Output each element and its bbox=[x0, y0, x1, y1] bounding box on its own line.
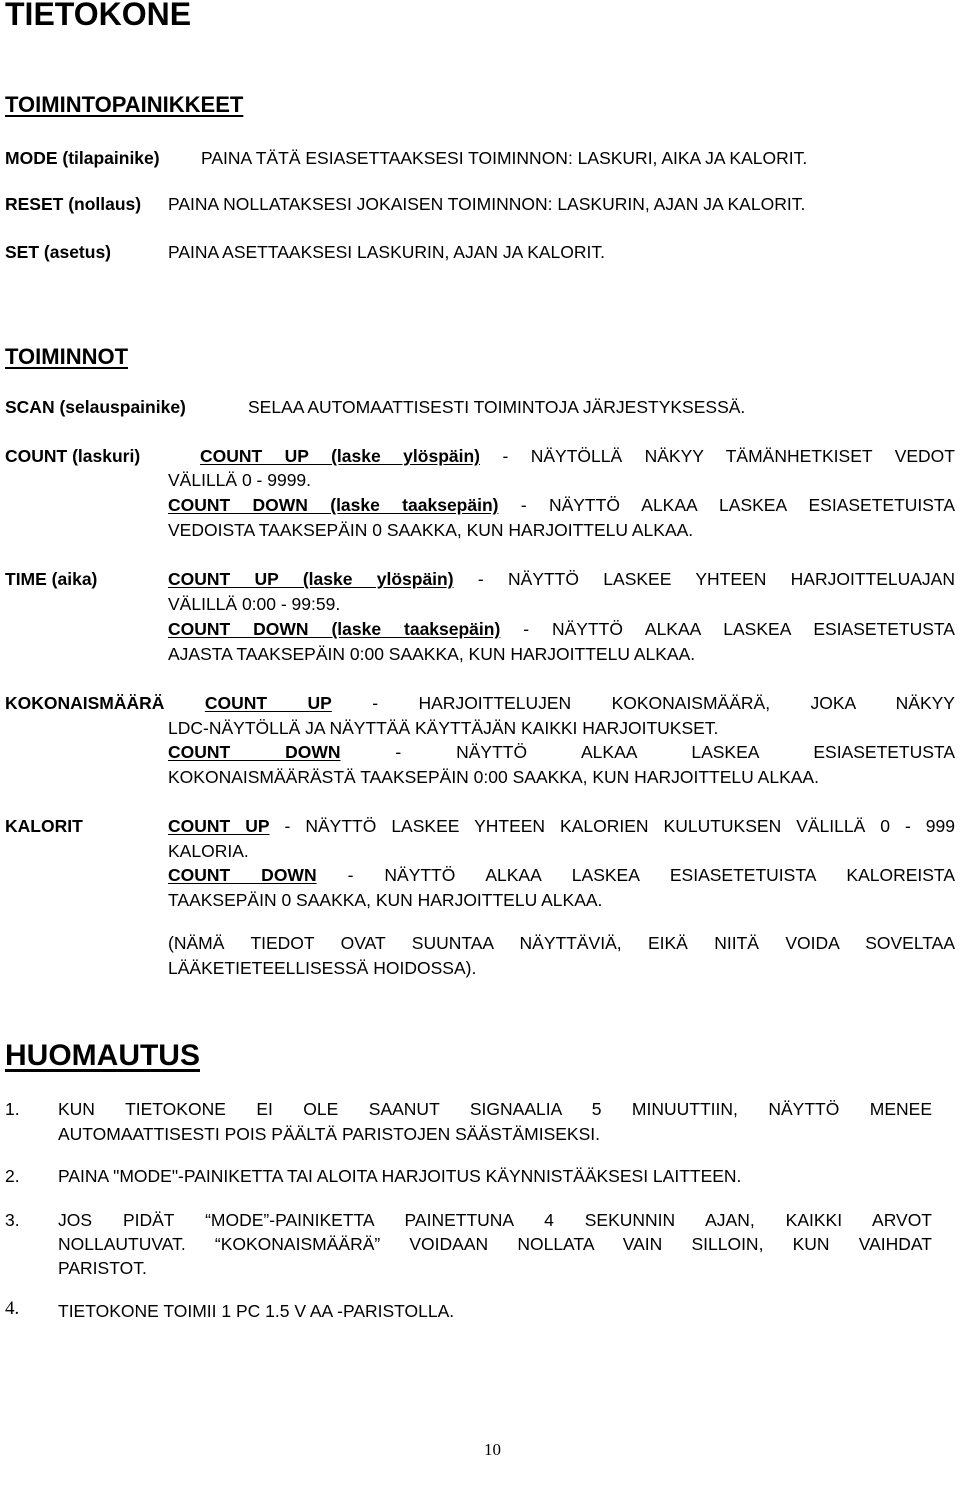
total-up-line bbox=[5, 691, 955, 716]
calories-down-line bbox=[168, 863, 955, 888]
note-1-line-2: AUTOMAATTISESTI POIS PÄÄLTÄ PARISTOJEN SÄÄSTÄMISEKSI. bbox=[58, 1124, 600, 1144]
calories-down-term: COUNT DOWN bbox=[168, 865, 317, 885]
time-up-text: - NÄYTTÖ LASKEE YHTEEN HARJOITTELUAJAN bbox=[477, 569, 955, 589]
count-down-cont: VEDOISTA TAAKSEPÄIN 0 SAAKKA, KUN HARJOITTELU ALKAA. bbox=[168, 520, 694, 540]
calories-up-cont: KALORIA. bbox=[168, 841, 249, 861]
time-up-range: VÄLILLÄ 0:00 - 99:59. bbox=[168, 594, 341, 614]
total-up-term: COUNT UP bbox=[204, 693, 332, 713]
time-label: TIME (aika) bbox=[5, 569, 98, 589]
count-label: COUNT (laskuri) bbox=[5, 446, 141, 466]
disclaimer-line-2: LÄÄKETIETEELLISESSÄ HOIDOSSA). bbox=[168, 958, 477, 978]
count-up-text: - NÄYTÖLLÄ NÄKYY TÄMÄNHETKISET VEDOT bbox=[502, 446, 955, 466]
total-label: KOKONAISMÄÄRÄ bbox=[5, 693, 165, 713]
calories-label: KALORIT bbox=[5, 816, 83, 836]
total-down-text: - NÄYTTÖ ALKAA LASKEA ESIASETETUSTA bbox=[395, 742, 955, 762]
note-3-line-1: JOS PIDÄT “MODE”-PAINIKETTA PAINETTUNA 4 SEKUNNIN AJAN, KAIKKI ARVOT bbox=[58, 1210, 932, 1230]
total-up-text: - HARJOITTELUJEN KOKONAISMÄÄRÄ, JOKA NÄKYY bbox=[372, 693, 955, 713]
reset-label: RESET (nollaus) bbox=[5, 194, 142, 214]
count-up-line bbox=[200, 444, 955, 469]
total-down-term: COUNT DOWN bbox=[168, 742, 341, 762]
time-up-term: COUNT UP (laske ylöspäin) bbox=[168, 569, 454, 589]
set-label: SET (asetus) bbox=[5, 242, 111, 262]
calories-up-line bbox=[168, 814, 955, 839]
calories-up-text: - NÄYTTÖ LASKEE YHTEEN KALORIEN KULUTUKSEN VÄLILLÄ 0 - 999 bbox=[284, 816, 956, 836]
note-2-line-1: PAINA "MODE"-PAINIKETTA TAI ALOITA HARJOITUS KÄYNNISTÄÄKSESI LAITTEEN. bbox=[58, 1166, 742, 1186]
note-4-number: 4. bbox=[5, 1298, 20, 1319]
total-up-cont: LDC-NÄYTÖLLÄ JA NÄYTTÄÄ KÄYTTÄJÄN KAIKKI HARJOITUKSET. bbox=[168, 718, 719, 738]
note-1-line-1: KUN TIETOKONE EI OLE SAANUT SIGNAALIA 5 MINUUTTIIN, NÄYTTÖ MENEE bbox=[58, 1099, 932, 1119]
note-4-line-1: TIETOKONE TOIMII 1 PC 1.5 V AA -PARISTOLLA. bbox=[58, 1301, 455, 1321]
count-up-range: VÄLILLÄ 0 - 9999. bbox=[168, 470, 312, 490]
time-down-cont: AJASTA TAAKSEPÄIN 0:00 SAAKKA, KUN HARJOITTELU ALKAA. bbox=[168, 644, 696, 664]
scan-text: SELAA AUTOMAATTISESTI TOIMINTOJA JÄRJESTYKSESSÄ. bbox=[248, 397, 746, 417]
mode-label: MODE (tilapainike) bbox=[5, 148, 160, 168]
calories-up-term: COUNT UP bbox=[168, 816, 270, 836]
count-down-term: COUNT DOWN (laske taaksepäin) bbox=[168, 495, 499, 515]
note-3-line-2: NOLLAUTUVAT. “KOKONAISMÄÄRÄ” VOIDAAN NOLLATA VAIN SILLOIN, KUN VAIHDAT bbox=[58, 1234, 932, 1254]
reset-text: PAINA NOLLATAKSESI JOKAISEN TOIMINNON: LASKURIN, AJAN JA KALORIT. bbox=[168, 194, 806, 214]
mode-text: PAINA TÄTÄ ESIASETTAAKSESI TOIMINNON: LASKURI, AIKA JA KALORIT. bbox=[201, 148, 808, 168]
total-down-cont: KOKONAISMÄÄRÄSTÄ TAAKSEPÄIN 0:00 SAAKKA, KUN HARJOITTELU ALKAA. bbox=[168, 767, 819, 787]
count-up-term: COUNT UP (laske ylöspäin) bbox=[200, 446, 480, 466]
note-2-number: 2. bbox=[5, 1166, 20, 1186]
set-text: PAINA ASETTAAKSESI LASKURIN, AJAN JA KALORIT. bbox=[168, 242, 606, 262]
page-number: 10 bbox=[484, 1440, 501, 1459]
time-down-term: COUNT DOWN (laske taaksepäin) bbox=[168, 619, 501, 639]
scan-label: SCAN (selauspainike) bbox=[5, 397, 186, 417]
functions-heading: TOIMINNOT bbox=[5, 344, 129, 369]
time-down-line bbox=[168, 617, 955, 642]
note-1-number: 1. bbox=[5, 1099, 20, 1119]
calories-down-text: - NÄYTTÖ ALKAA LASKEA ESIASETETUISTA KALOREISTA bbox=[347, 865, 955, 885]
count-down-text: - NÄYTTÖ ALKAA LASKEA ESIASETETUISTA bbox=[520, 495, 955, 515]
page-title: TIETOKONE bbox=[5, 0, 192, 32]
disclaimer-line-1: (NÄMÄ TIEDOT OVAT SUUNTAA NÄYTTÄVIÄ, EIKÄ NIITÄ VOIDA SOVELTAA bbox=[168, 933, 955, 953]
time-down-text: - NÄYTTÖ ALKAA LASKEA ESIASETETUSTA bbox=[523, 619, 955, 639]
notes-heading: HUOMAUTUS bbox=[5, 1039, 200, 1072]
note-3-line-3: PARISTOT. bbox=[58, 1258, 147, 1278]
calories-down-cont: TAAKSEPÄIN 0 SAAKKA, KUN HARJOITTELU ALKAA. bbox=[168, 890, 603, 910]
note-3-number: 3. bbox=[5, 1210, 20, 1230]
total-down-line bbox=[168, 740, 955, 765]
time-up-line bbox=[168, 567, 955, 592]
buttons-heading: TOIMINTOPAINIKKEET bbox=[5, 92, 244, 117]
count-down-line bbox=[168, 493, 955, 518]
